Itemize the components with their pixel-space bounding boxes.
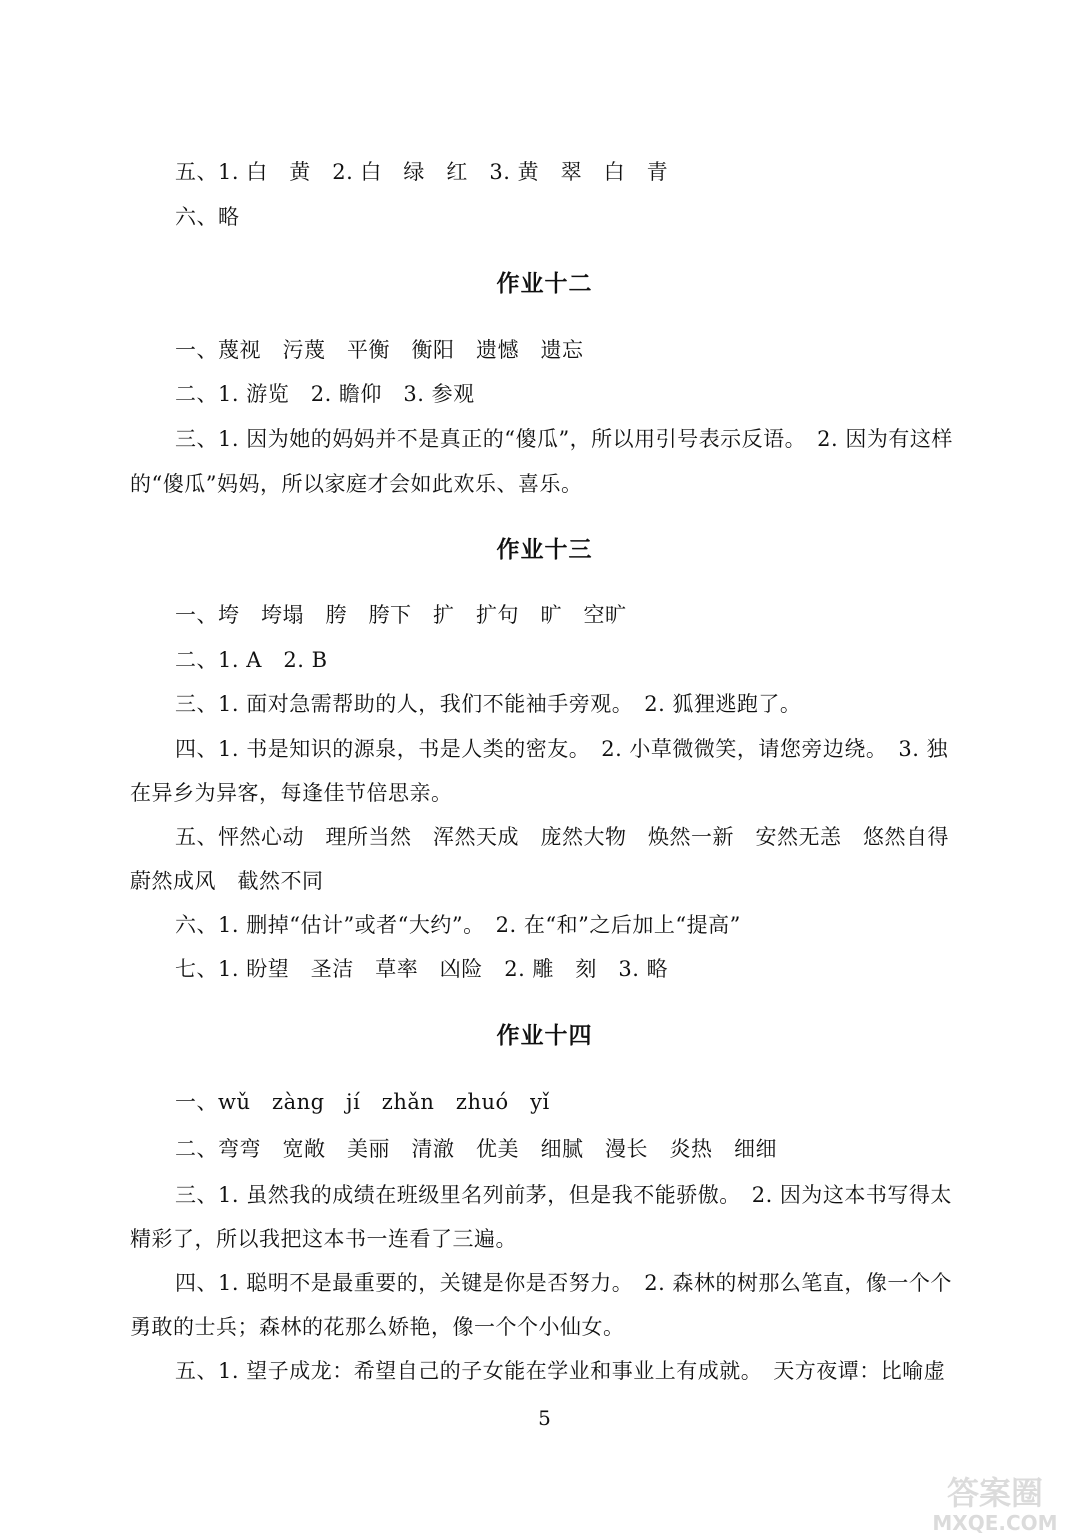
page-number: 5 <box>538 1406 551 1430</box>
answer-line: 蔚然成风 截然不同 <box>130 869 324 893</box>
answer-line: 五、怦然心动 理所当然 浑然天成 庞然大物 焕然一新 安然无恙 悠然自得 <box>175 825 949 849</box>
answer-line: 一、蔑视 污蔑 平衡 衡阳 遗憾 遗忘 <box>175 338 584 362</box>
answer-line: 六、略 <box>175 205 240 229</box>
section-heading: 作业十四 <box>496 1023 593 1049</box>
answer-line: 二、1. A 2. B <box>175 648 328 672</box>
answer-line: 勇敢的士兵；森林的花那么娇艳，像一个个小仙女。 <box>130 1315 625 1339</box>
answer-line: 一、wǔ zàng jí zhǎn zhuó yǐ <box>175 1090 550 1114</box>
answer-line: 三、1. 因为她的妈妈并不是真正的“傻瓜”，所以用引号表示反语。 2. 因为有这样 <box>175 427 953 451</box>
answer-line: 五、1. 白 黄 2. 白 绿 红 3. 黄 翠 白 青 <box>175 160 669 184</box>
answer-line: 精彩了，所以我把这本书一连看了三遍。 <box>130 1227 517 1251</box>
answer-line: 一、垮 垮塌 胯 胯下 扩 扩句 旷 空旷 <box>175 603 627 627</box>
answer-line: 二、弯弯 宽敞 美丽 清澈 优美 细腻 漫长 炎热 细细 <box>175 1137 777 1161</box>
answer-line: 的“傻瓜”妈妈，所以家庭才会如此欢乐、喜乐。 <box>130 472 583 496</box>
answer-line: 七、1. 盼望 圣洁 草率 凶险 2. 雕 刻 3. 略 <box>175 957 669 981</box>
answer-line: 三、1. 虽然我的成绩在班级里名列前茅，但是我不能骄傲。 2. 因为这本书写得太 <box>175 1183 952 1207</box>
answer-line: 在异乡为异客，每逢佳节倍思亲。 <box>130 781 453 805</box>
section-heading: 作业十三 <box>496 537 593 563</box>
watermark-text: 答案圈 <box>946 1474 1044 1512</box>
answer-line: 四、1. 聪明不是最重要的，关键是你是否努力。 2. 森林的树那么笔直，像一个个 <box>175 1271 952 1295</box>
answer-line: 二、1. 游览 2. 瞻仰 3. 参观 <box>175 382 475 406</box>
answer-line: 六、1. 删掉“估计”或者“大约”。 2. 在“和”之后加上“提高” <box>175 913 741 937</box>
watermark-logo <box>905 1470 1085 1536</box>
section-heading: 作业十二 <box>496 271 593 297</box>
answer-line: 三、1. 面对急需帮助的人，我们不能袖手旁观。 2. 狐狸逃跑了。 <box>175 692 802 716</box>
watermark-url: MXQE.COM <box>932 1511 1058 1535</box>
answer-line: 五、1. 望子成龙：希望自己的子女能在学业和事业上有成就。 天方夜谭：比喻虚 <box>175 1359 946 1383</box>
answer-line: 四、1. 书是知识的源泉，书是人类的密友。 2. 小草微微笑，请您旁边绕。 3. 独 <box>175 737 949 761</box>
